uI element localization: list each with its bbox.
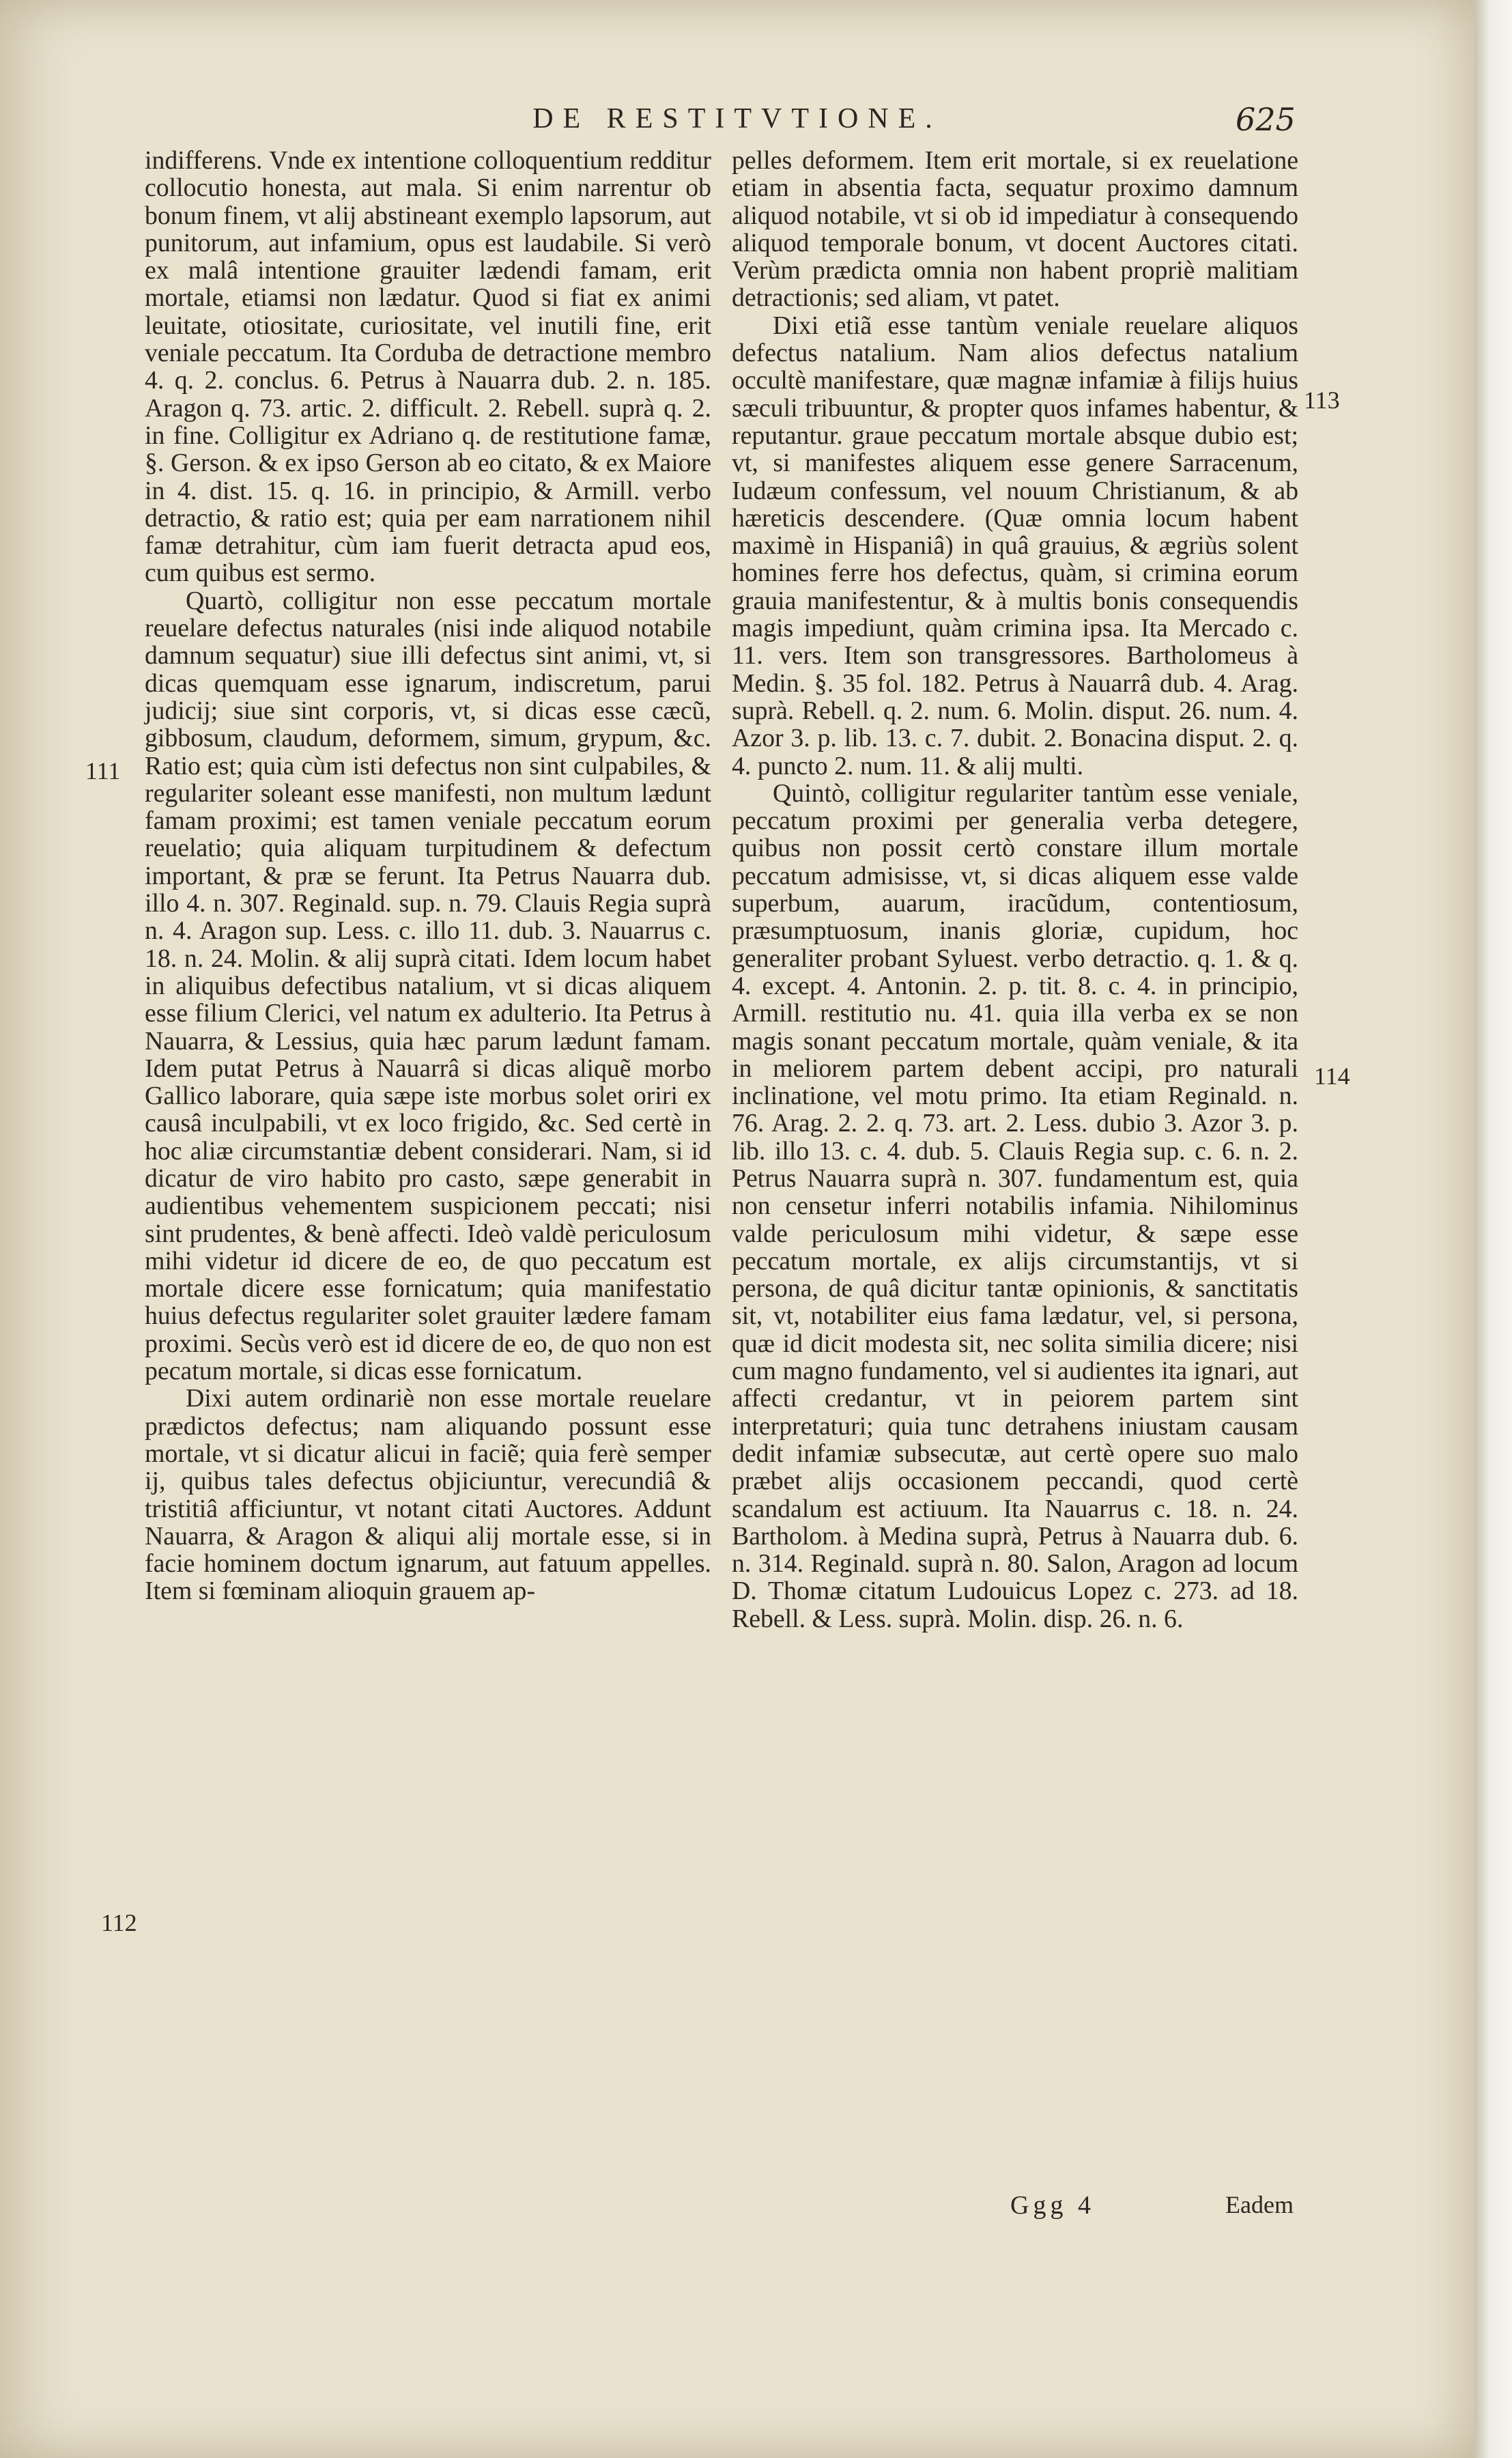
left-column (145, 147, 711, 1605)
margin-number-111: 111 (85, 757, 121, 785)
left-paragraph-3: Dixi autem ordinariè non esse mortale reuelare prædictos defectus; nam aliquando possunt esse mortale, vt si dicatur alicui in faciẽ; quia ferè semper ij, quibus tales defectus objiciuntur, verecundiâ & tristitiâ afficiuntur, vt notant citati Auctores. Addunt Nauarra, & Aragon & aliqui alij mortale esse, si in facie hominem doctum ignarum, aut fatuum appelles. Item si fœminam alioquin grauem ap- (145, 1384, 711, 1606)
right-column (732, 147, 1298, 1633)
left-paragraph-2: Quartò, colligitur non esse peccatum mortale reuelare defectus naturales (nisi inde aliquod notabile damnum sequatur) siue illi defectus sint animi, vt, si dicas quemquam esse ignarum, indiscretum, parui judicij; siue sint corporis, vt, si dicas esse cæcũ, gibbosum, claudum, deformem, simum, grypum, &c. Ratio est; quia cùm isti defectus non sint culpabiles, & regulariter soleant esse manifesti, non multum lædunt famam proximi; est tamen veniale peccatum eorum reuelatio; quia aliquam turpitudinem & defectum important, & præ se ferunt. Ita Petrus Nauarra dub. illo 4. n. 307. Reginald. sup. n. 79. Clauis Regia suprà n. 4. Aragon sup. Less. c. illo 11. dub. 3. Nauarrus c. 18. n. 24. Molin. & alij suprà citati. Idem locum habet in aliquibus defectibus natalium, vt si dicas aliquem esse filium Clerici, vel natum ex adulterio. Ita Petrus à Nauarra, & Lessius, quia hæc parum lædunt famam. Idem putat Petrus à Nauarrâ si dicas aliquẽ morbo Gallico laborare, quia sæpe iste morbus solet oriri ex causâ inculpabili, vt ex loco frigido, &c. Sed certè in hoc aliæ circumstantiæ debent considerari. Nam, si id dicatur de viro habito pro casto, sæpe generabit in audientibus vehementem suspicionem peccati; nisi sint prudentes, & benè affecti. Ideò valdè periculosum mihi videtur id dicere de eo, de quo peccatum est mortale dicere esse fornicatum; quia manifestatio huius defectus regulariter solet grauiter lædere famam proximi. Secùs verò est id dicere de eo, de quo non est pecatum mortale, si dicas esse fornicatum. (145, 586, 711, 1386)
margin-number-112: 112 (101, 1909, 137, 1936)
catchword: Eadem (1225, 2191, 1294, 2218)
page-number: 625 (1236, 101, 1296, 138)
right-paragraph-1: pelles deformem. Item erit mortale, si ex reuelatione etiam in absentia facta, sequatur proximo damnum aliquod notabile, vt si ob id impediatur à consequendo aliquod temporale bonum, vt docent Auctores citati. Verùm prædicta omnia non habent propriè malitiam detractionis; sed aliam, vt patet. (732, 146, 1298, 313)
margin-number-113: 113 (1304, 386, 1340, 414)
running-head: DE RESTITVTIONE. (532, 103, 942, 135)
right-paragraph-3: Quintò, colligitur regulariter tantùm esse veniale, peccatum proximi per generalia verba detegere, quibus non possit certò constare illum mortale peccatum admisisse, vt, si dicas aliquem esse valde superbum, auarum, iracũdum, contentiosum, præsumptuosum, inanis gloriæ, cupidum, hoc generaliter probant Syluest. verbo detractio. q. 1. & q. 4. except. 4. Antonin. 2. p. tit. 8. c. 4. in principio, Armill. restitutio nu. 41. quia illa verba ex se non magis sonant peccatum mortale, quàm veniale, & ita in meliorem partem debent accipi, pro naturali inclinatione, vel motu primo. Ita etiam Reginald. n. 76. Arag. 2. 2. q. 73. art. 2. Less. dubio 3. Azor 3. p. lib. illo 13. c. 4. dub. 5. Clauis Regia sup. c. 6. n. 2. Petrus Nauarra suprà n. 307. fundamentum est, quia non censetur inferri notabilis infamia. Nihilominus valde periculosum mihi videtur, & sæpe esse peccatum mortale, ex alijs circumstantijs, vt si persona, de quâ dicitur tantæ opinionis, & sanctitatis sit, vt, notabiliter eius fama lædatur, vel, si persona, quæ id dicit modesta sit, nec solita similia dicere; nisi cum magno fundamento, vel si audientes ita ignari, aut affecti credantur, vt in peiorem partem sint interpretaturi; quia tunc detrahens iniustam causam dedit infamiæ subsecutæ, aut certè opere suo malo præbet alijs occasionem peccandi, quod certè scandalum est actiuum. Ita Nauarrus c. 18. n. 24. Bartholom. à Medina suprà, Petrus à Nauarra dub. 6. n. 314. Reginald. suprà n. 80. Salon, Aragon ad locum D. Thomæ citatum Ludouicus Lopez c. 273. ad 18. Rebell. & Less. suprà. Molin. disp. 26. n. 6. (732, 778, 1298, 1633)
signature-mark: Ggg 4 (1010, 2191, 1095, 2220)
left-paragraph-1: indifferens. Vnde ex intentione colloquentium redditur collocutio honesta, aut mala. Si enim narrentur ob bonum finem, vt alij abstineant exemplo lapsorum, aut punitorum, aut infamium, opus est laudabile. Si verò ex malâ intentione grauiter lædendi famam, erit mortale, etiamsi non lædatur. Quod si fiat ex animi leuitate, otiositate, curiositate, vel inutili fine, erit veniale peccatum. Ita Corduba de detractione membro 4. q. 2. conclus. 6. Petrus à Nauarra dub. 2. n. 185. Aragon q. 73. artic. 2. difficult. 2. Rebell. suprà q. 2. in fine. Colligitur ex Adriano q. de restitutione famæ, §. Gerson. & ex ipso Gerson ab eo citato, & ex Maiore in 4. dist. 15. q. 16. in principio, & Armill. verbo detractio, & ratio est; quia per eam narrationem nihil famæ detrahitur, cùm iam fuerit detracta apud eos, cum quibus est sermo. (145, 146, 711, 588)
page-edge (1474, 0, 1512, 2458)
margin-number-114: 114 (1314, 1062, 1350, 1090)
right-paragraph-2: Dixi etiã esse tantùm veniale reuelare aliquos defectus natalium. Nam alios defectus natalium occultè manifestare, quæ magnæ infamiæ à filijs huius sæculi tribuuntur, & propter quos infames habentur, & reputantur. graue peccatum mortale absque dubio est; vt, si manifestes aliquem esse genere Sarracenum, Iudæum confessum, vel nouum Christianum, & ab hæreticis descendere. (Quæ omnia locum habent maximè in Hispaniâ) in quâ grauius, & ægriùs solent homines ferre hos defectus, quàm, si crimina eorum grauia manifestentur, & à multis bonis consequendis magis impediunt, quàm crimina ipsa. Ita Mercado c. 11. vers. Item son transgressores. Bartholomeus à Medin. §. 35 fol. 182. Petrus à Nauarrâ dub. 4. Arag. suprà. Rebell. q. 2. num. 6. Molin. disput. 26. num. 4. Azor 3. p. lib. 13. c. 7. dubit. 2. Bonacina disput. 2. q. 4. puncto 2. num. 11. & alij multi. (732, 311, 1298, 780)
